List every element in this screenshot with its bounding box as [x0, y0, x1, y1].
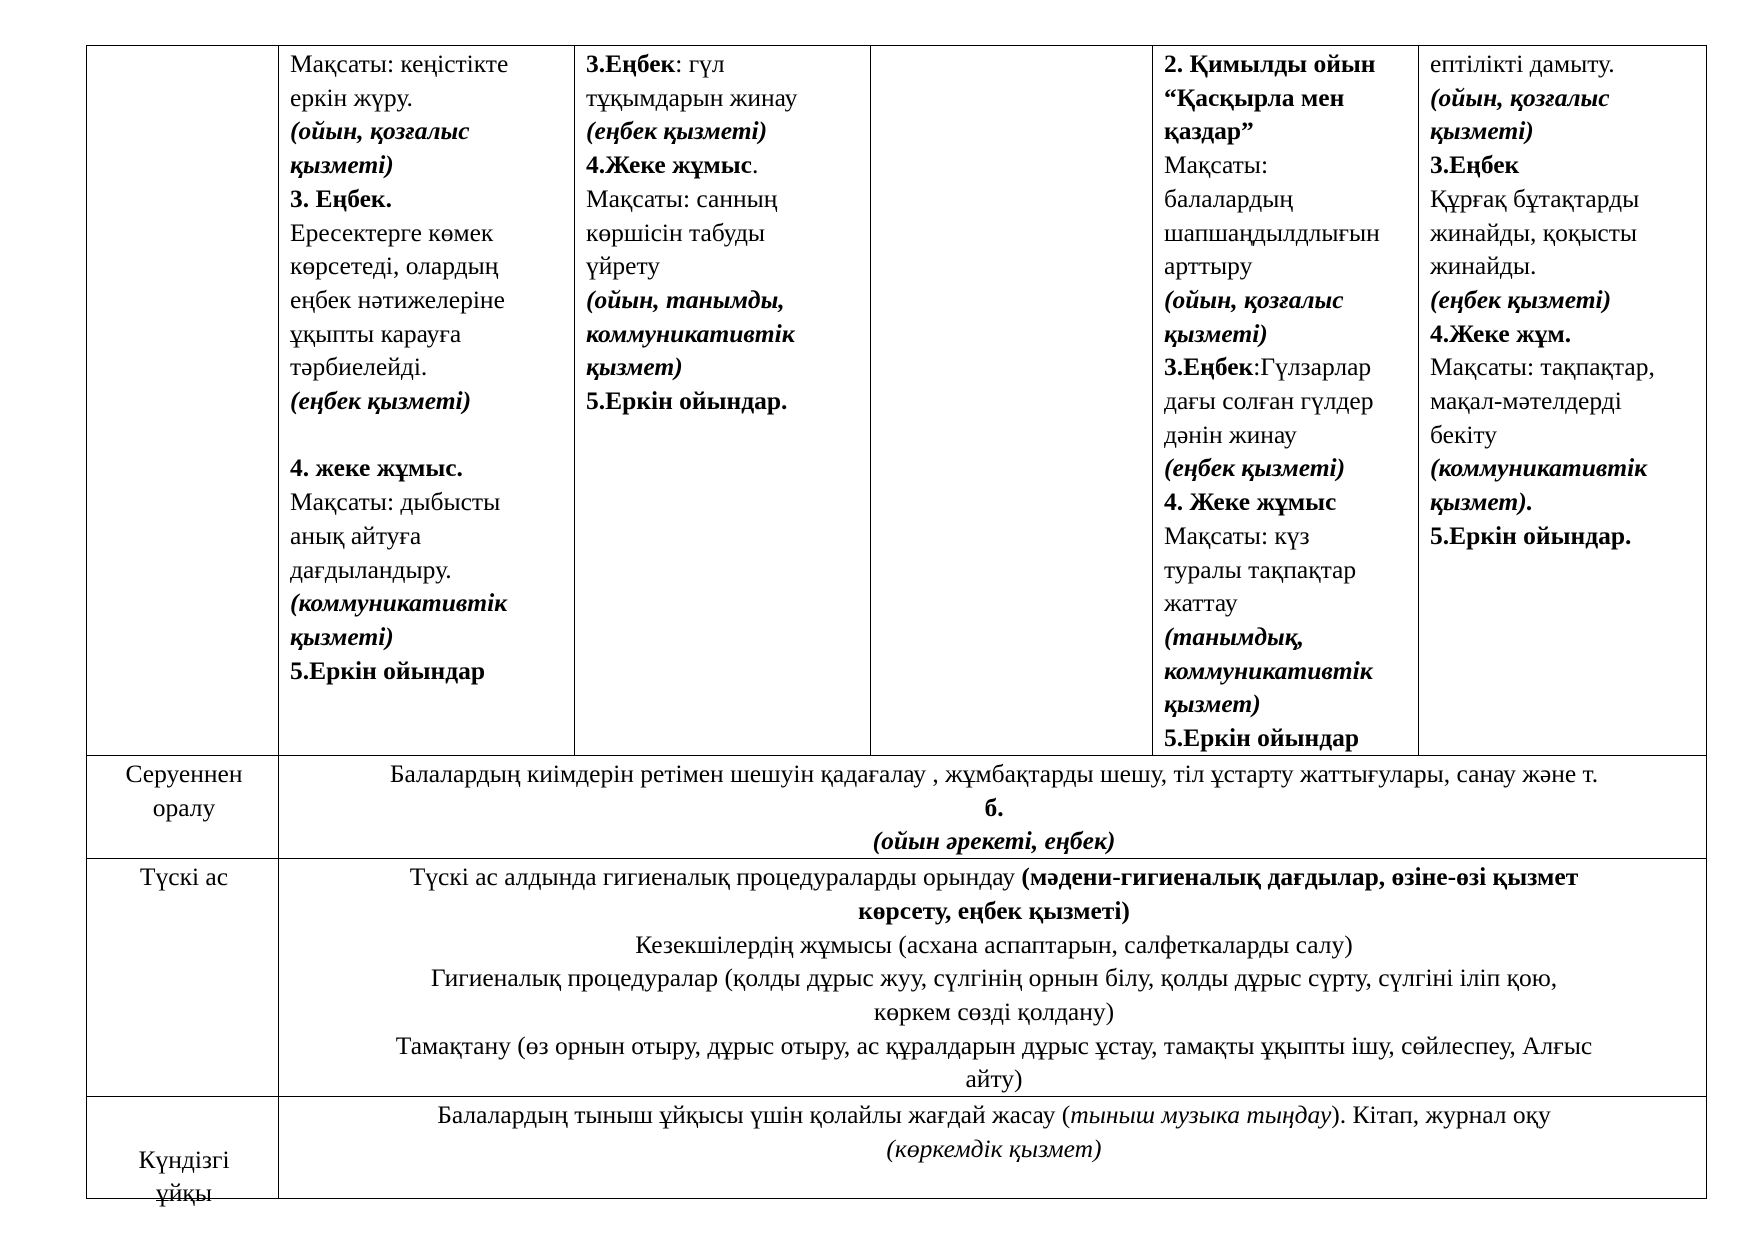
activity-type: (көркемдік қызмет): [886, 1133, 1102, 1163]
walk-cell-col-e: [1419, 46, 1707, 756]
aim-text: дағдыландыру.: [290, 554, 452, 584]
game-title: 2. Қимылды ойын: [1164, 49, 1376, 78]
hygiene-text: [290, 860, 1698, 894]
labor-text: дағы солған гүлдер: [1164, 386, 1374, 416]
aim-text: Мақсаты: тақпақтар,: [1430, 352, 1655, 382]
aim-text: көршісін табуды: [586, 217, 766, 247]
aim-text: анық айтуға: [290, 520, 422, 550]
section-title: . жеке жұмыс.: [302, 453, 463, 483]
labor-text: : гүл: [675, 49, 725, 78]
aim-text: балалардың: [1164, 183, 1293, 213]
section-heading: 3. Еңбек.: [290, 183, 392, 213]
aim-text: арттыру: [1164, 251, 1253, 281]
labor-text: жинайды, қоқысты: [1430, 217, 1637, 247]
sleep-text: [290, 1098, 1698, 1132]
aim-text: Мақсаты: кеңістікте: [290, 49, 509, 78]
game-title: “Қасқырла мен: [1164, 82, 1345, 112]
procedure-text: Гигиеналық процедуралар (қолды дұрыс жуу, сүлгінің орнын білу, қолды дұрыс сүрту, сүлгіні іліп қою,: [430, 963, 1558, 993]
labor-text: жинайды.: [1430, 251, 1537, 281]
activity-type: (коммуникативтік: [1430, 453, 1648, 483]
aim-text: Мақсаты: күз: [1164, 520, 1310, 550]
walk-cell-col-d: [1153, 46, 1419, 756]
row-label: Күндізгі: [138, 1145, 230, 1175]
meal-text: Тамақтану (өз орнын отыру, дұрыс отыру, ас құралдарын дұрыс ұстау, тамақты ұқыпты ішу, сөйлеспеу, Алғыс: [395, 1030, 1593, 1060]
game-title: қаздар”: [1164, 116, 1254, 146]
activity-type: қызмет): [586, 352, 683, 382]
activity-type: (ойын, қозғалыс: [290, 116, 470, 146]
activity-type: коммуникативтік: [586, 318, 795, 348]
activity-type: қызметі): [290, 621, 394, 651]
sleep-label-cell: [87, 1097, 279, 1208]
aim-text: Мақсаты: санның: [586, 183, 778, 213]
aim-text: бекіту: [1430, 419, 1497, 449]
walk-cell-col-c: [871, 46, 1153, 756]
daily-plan-table: [86, 45, 1707, 1208]
blank-line: [290, 418, 566, 452]
activity-type: (еңбек қызметі): [586, 116, 768, 146]
activity-type: (ойын, қозғалыс: [1164, 284, 1344, 314]
sleep-plain: Балалардың тыныш ұйқысы үшін қолайлы жағдай жасау (: [437, 1100, 1071, 1130]
section-heading: [290, 451, 566, 485]
walk-label-cell: [87, 46, 279, 756]
aim-text: туралы тақпақтар: [1164, 554, 1357, 584]
free-games: 5.Еркін ойындар.: [586, 386, 788, 416]
section-number: 4: [290, 453, 303, 483]
activity-type: қызметі): [290, 150, 394, 180]
aim-text: жаттау: [1164, 588, 1238, 618]
aim-text: үйрету: [586, 251, 661, 281]
aim-text: еркін жүру.: [290, 82, 413, 112]
procedure-text: көркем сөзді қолдану): [873, 996, 1115, 1026]
return-text: б.: [984, 792, 1004, 822]
lunch-content-cell: [279, 859, 1707, 1097]
free-games: 5.Еркін ойындар: [290, 655, 486, 685]
meal-text: айту): [965, 1064, 1023, 1094]
activity-type: (танымдық,: [1164, 621, 1305, 651]
activity-type: (ойын, танымды,: [586, 284, 785, 314]
punctuation: .: [751, 150, 759, 180]
activity-type: (еңбек қызметі): [1164, 453, 1346, 483]
section-title: 3.Еңбек: [1164, 352, 1254, 382]
section-heading: 3.Еңбек: [1430, 150, 1520, 180]
activity-type: қызмет).: [1430, 487, 1534, 517]
row-label: ұйқы: [156, 1178, 212, 1208]
return-text: Балалардың киімдерін ретімен шешуін қадағалау , жұмбақтарды шешу, тіл ұстарту жаттығулары, санау және т.: [389, 759, 1599, 788]
return-label-cell: [87, 756, 279, 859]
aim-text: ептілікті дамыту.: [1430, 49, 1615, 78]
section-heading: [586, 47, 862, 81]
activity-type: (коммуникативтік: [290, 588, 508, 618]
labor-text: тәрбиелейді.: [290, 352, 428, 382]
duty-text: Кезекшілердің жұмысы (асхана аспаптарын, салфеткаларды салу): [635, 929, 1353, 959]
aim-text: Мақсаты:: [1164, 150, 1269, 180]
section-heading: [1164, 350, 1414, 384]
activity-type: қызметі): [1164, 318, 1268, 348]
section-heading: [586, 148, 862, 182]
labor-text: Ересектерге көмек: [290, 217, 494, 247]
section-heading: 4.Жеке жұм.: [1430, 318, 1572, 348]
return-row: [87, 756, 1707, 859]
free-games: 5.Еркін ойындар: [1164, 723, 1360, 753]
walk-cell-col-a: [279, 46, 575, 756]
row-label: Серуеннен: [125, 759, 243, 788]
sleep-content-cell: [279, 1097, 1707, 1199]
section-title: 4.Жеке жұмыс: [586, 150, 752, 180]
labor-text: Құрғақ бұтақтарды: [1430, 183, 1640, 213]
activity-type: (ойын әрекеті, еңбек): [872, 826, 1116, 856]
aim-text: шапшаңдылдлығын: [1164, 217, 1380, 247]
row-label: Түскі ас: [139, 862, 229, 892]
walk-cell-col-b: [575, 46, 871, 756]
sleep-row: [87, 1097, 1707, 1199]
hygiene-plain: Түскі ас алдында гигиеналық процедураларды орындау: [409, 862, 1022, 892]
labor-text: тұқымдарын жинау: [586, 82, 798, 112]
labor-text: дәнін жинау: [1164, 419, 1297, 449]
section-title: 3.Еңбек: [586, 49, 676, 78]
hygiene-bold: көрсету, еңбек қызметі): [858, 895, 1130, 925]
activity-type: коммуникативтік: [1164, 655, 1373, 685]
labor-text: еңбек нәтижелеріне: [290, 284, 505, 314]
activity-type: қызметі): [1430, 116, 1534, 146]
labor-text: көрсетеді, олардың: [290, 251, 499, 281]
activity-type: (еңбек қызметі): [1430, 284, 1612, 314]
lunch-label-cell: [87, 859, 279, 1097]
activity-type: (ойын, қозғалыс: [1430, 82, 1610, 112]
lunch-row: [87, 859, 1707, 1097]
activity-type: (еңбек қызметі): [290, 386, 472, 416]
sleep-plain: ). Кітап, журнал оқу: [1331, 1100, 1551, 1130]
aim-text: мақал-мәтелдерді: [1430, 386, 1622, 416]
section-heading: 4. Жеке жұмыс: [1164, 487, 1337, 517]
return-content-cell: [279, 756, 1707, 859]
walk-row: [87, 46, 1707, 756]
free-games: 5.Еркін ойындар.: [1430, 520, 1632, 550]
sleep-italic: тыныш музыка тыңдау: [1070, 1100, 1332, 1130]
aim-text: Мақсаты: дыбысты: [290, 487, 501, 517]
labor-text: :Гүлзарлар: [1253, 352, 1372, 382]
activity-type: қызмет): [1164, 689, 1261, 719]
hygiene-bold: (мәдени-гигиеналық дағдылар, өзіне-өзі қызмет: [1021, 862, 1579, 892]
row-label: оралу: [152, 792, 216, 822]
labor-text: ұқыпты карауға: [290, 318, 462, 348]
